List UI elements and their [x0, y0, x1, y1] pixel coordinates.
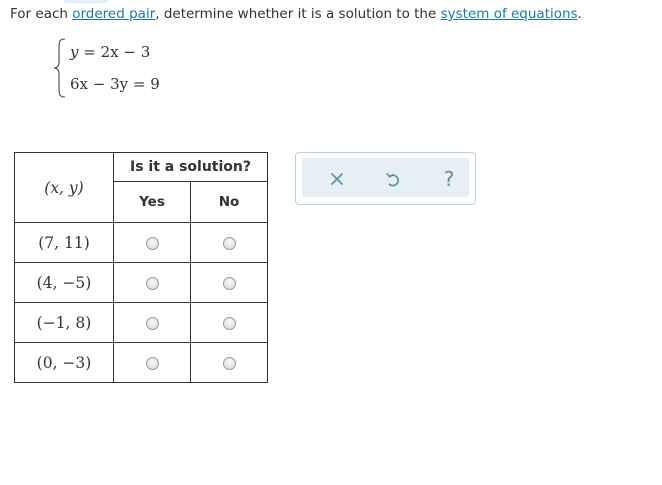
- no-header: No: [191, 182, 268, 223]
- undo-icon: [385, 170, 401, 188]
- equation-2-rhs: = 9: [132, 75, 160, 93]
- clear-button[interactable]: [317, 158, 357, 199]
- close-icon: [330, 172, 344, 186]
- no-cell: [191, 223, 268, 263]
- equation-1-rhs: = 2x − 3: [83, 43, 151, 61]
- table-row: [15, 223, 268, 263]
- no-radio[interactable]: [223, 237, 236, 250]
- no-cell: [191, 263, 268, 303]
- no-cell: [191, 343, 268, 383]
- top-tab-indicator: [64, 0, 108, 3]
- yes-radio[interactable]: [146, 237, 159, 250]
- table-row: [15, 303, 268, 343]
- table-row: [15, 263, 268, 303]
- is-solution-header: Is it a solution?: [114, 153, 268, 182]
- yes-cell: [114, 263, 191, 303]
- equation-system: [53, 38, 173, 100]
- ordered-pair-link[interactable]: ordered pair: [72, 6, 156, 22]
- ordered-pair-cell: (7, 11): [15, 223, 114, 263]
- solution-table: [14, 152, 268, 383]
- help-button[interactable]: [429, 158, 469, 199]
- instruction-text: [10, 6, 582, 22]
- no-radio[interactable]: [223, 357, 236, 370]
- yes-header: Yes: [114, 182, 191, 223]
- yes-cell: [114, 343, 191, 383]
- left-brace-icon: [53, 38, 67, 98]
- xy-column-header: (x, y): [15, 153, 114, 223]
- equation-1-lhs: y: [70, 43, 79, 61]
- ordered-pair-cell: (−1, 8): [15, 303, 114, 343]
- instruction-middle: , determine whether it is a solution to the: [155, 6, 441, 22]
- yes-cell: [114, 223, 191, 263]
- answer-toolbox: [295, 152, 476, 205]
- no-cell: [191, 303, 268, 343]
- yes-radio[interactable]: [146, 357, 159, 370]
- toolbox-panel: [302, 158, 469, 197]
- ordered-pair-cell: (4, −5): [15, 263, 114, 303]
- equation-2-lhs: 6x − 3y: [70, 75, 129, 93]
- ordered-pair-cell: (0, −3): [15, 343, 114, 383]
- system-of-equations-link[interactable]: system of equations: [440, 6, 578, 22]
- equation-2: [70, 75, 160, 93]
- yes-radio[interactable]: [146, 277, 159, 290]
- no-radio[interactable]: [223, 317, 236, 330]
- instruction-after: .: [577, 6, 582, 22]
- undo-button[interactable]: [373, 158, 413, 199]
- yes-cell: [114, 303, 191, 343]
- no-radio[interactable]: [223, 277, 236, 290]
- yes-radio[interactable]: [146, 317, 159, 330]
- instruction-before: For each: [10, 6, 73, 22]
- help-icon: ?: [443, 166, 455, 191]
- equation-1: [70, 43, 150, 61]
- table-row: [15, 343, 268, 383]
